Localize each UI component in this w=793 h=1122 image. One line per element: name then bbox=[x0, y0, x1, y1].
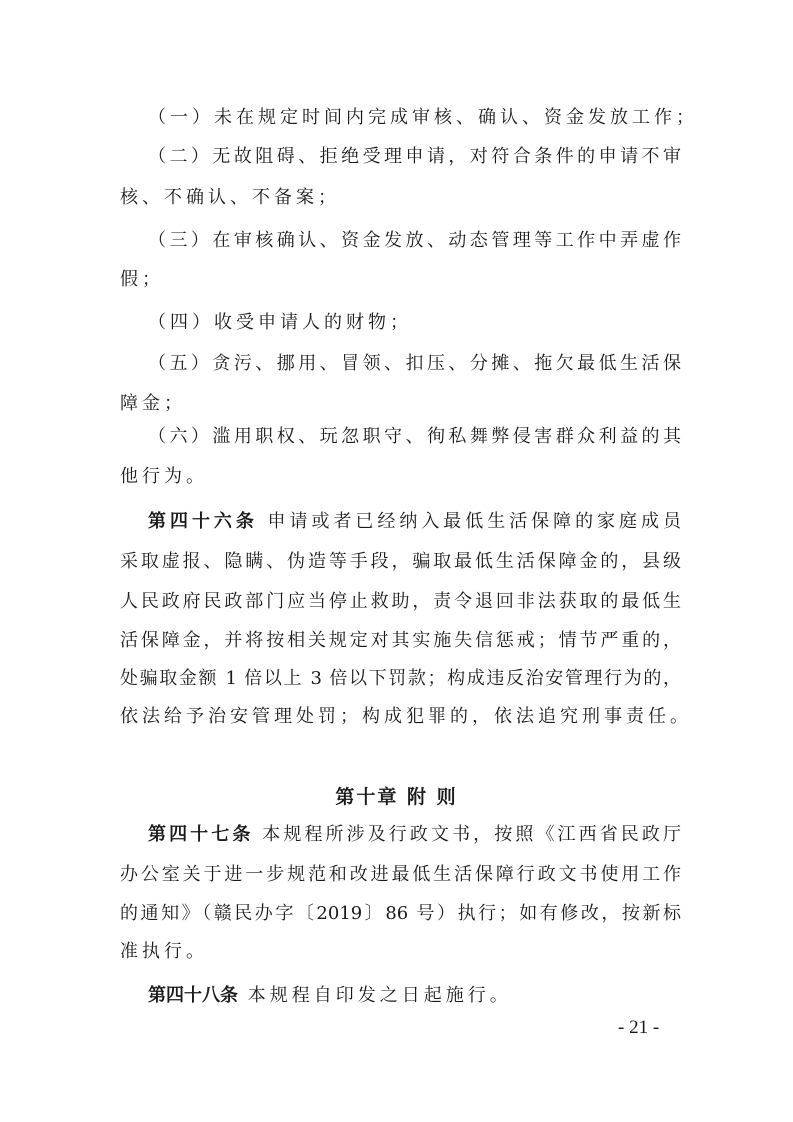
line-text: 障金； bbox=[120, 393, 186, 414]
text-line bbox=[148, 349, 681, 379]
text-line bbox=[148, 981, 512, 1011]
text-line bbox=[120, 547, 681, 577]
line-text: 准执行。 bbox=[120, 941, 208, 962]
text-line bbox=[120, 860, 681, 890]
text-line bbox=[120, 626, 681, 656]
text-line bbox=[148, 308, 412, 338]
line-text: 申请或者已经纳入最低生活保障的家庭成员 bbox=[257, 511, 681, 532]
line-text: （五）贪污、挪用、冒领、扣压、分摊、拖欠最低生活保 bbox=[148, 353, 681, 374]
page-number: - 21 - bbox=[618, 1017, 660, 1038]
text-line bbox=[148, 422, 681, 452]
article-number: 第四十六条 bbox=[148, 511, 258, 532]
text-line bbox=[120, 899, 681, 929]
line-text: 处骗取金额 1 倍以上 3 倍以下罚款；构成违反治安管理行为的， bbox=[120, 668, 681, 689]
text-line bbox=[120, 183, 340, 213]
text-line bbox=[120, 265, 164, 295]
text-line bbox=[148, 820, 681, 850]
line-text: （二）无故阻碍、拒绝受理申请，对符合条件的申请不审 bbox=[148, 146, 681, 167]
text-line bbox=[120, 389, 186, 419]
line-text: 人民政府民政部门应当停止救助，责令退回非法获取的最低生 bbox=[120, 591, 681, 612]
chapter-heading: 第十章 附 则 bbox=[335, 786, 458, 808]
text-line bbox=[148, 226, 681, 256]
line-text: （四）收受申请人的财物； bbox=[148, 312, 412, 333]
line-text: 核、不确认、不备案； bbox=[120, 187, 340, 208]
line-text: 依法给予治安管理处罚；构成犯罪的，依法追究刑事责任。 bbox=[120, 706, 692, 727]
line-text: （三）在审核确认、资金发放、动态管理等工作中弄虚作 bbox=[148, 230, 681, 251]
line-text: 本规程所涉及行政文书，按照《江西省民政厅 bbox=[253, 824, 681, 845]
text-line bbox=[148, 103, 698, 133]
line-text: 他行为。 bbox=[120, 466, 208, 487]
article-number: 第四十八条 bbox=[148, 985, 238, 1006]
article-number: 第四十七条 bbox=[148, 824, 254, 845]
text-line bbox=[148, 142, 681, 172]
line-text: 办公室关于进一步规范和改进最低生活保障行政文书使用工作 bbox=[120, 864, 681, 885]
line-text: 假； bbox=[120, 269, 164, 290]
line-text: （一）未在规定时间内完成审核、确认、资金发放工作； bbox=[148, 107, 698, 128]
line-text: 活保障金，并将按相关规定对其实施失信惩戒；情节严重的， bbox=[120, 630, 681, 651]
text-line bbox=[148, 507, 681, 537]
text-line bbox=[120, 937, 208, 967]
line-text: 采取虚报、隐瞒、伪造等手段，骗取最低生活保障金的，县级 bbox=[120, 551, 681, 572]
line-text: 的通知》（赣民办字〔2019〕86 号）执行；如有修改，按新标 bbox=[120, 903, 681, 924]
text-line bbox=[120, 664, 681, 694]
text-line bbox=[120, 587, 681, 617]
text-line bbox=[120, 462, 208, 492]
line-text: （六）滥用职权、玩忽职守、徇私舞弊侵害群众利益的其 bbox=[148, 426, 681, 447]
line-text: 本规程自印发之日起施行。 bbox=[238, 985, 512, 1006]
text-line bbox=[120, 702, 692, 732]
